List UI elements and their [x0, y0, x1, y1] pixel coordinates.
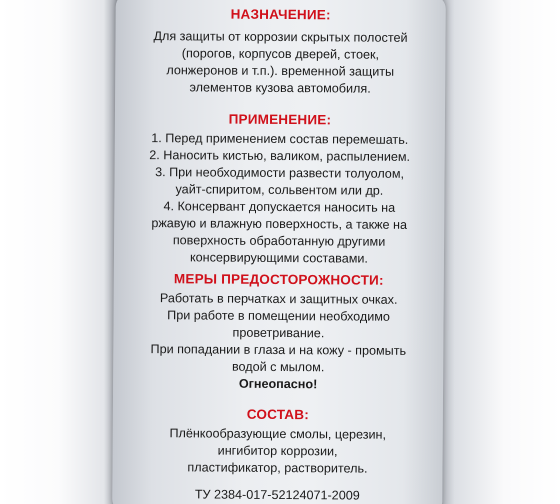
application-line: поверхность обработанную другими	[172, 233, 386, 249]
background-left	[0, 0, 118, 504]
application-heading: ПРИМЕНЕНИЕ:	[228, 111, 332, 128]
purpose-heading: НАЗНАЧЕНИЕ:	[230, 6, 331, 23]
composition-line: пластификатор, растворитель.	[187, 460, 368, 476]
application-line: консервирующими составами.	[189, 250, 368, 266]
composition-line: Плёнкообразующие смолы, церезин,	[169, 426, 387, 442]
purpose-line: Для защиты от коррозии скрытых полостей	[153, 29, 408, 45]
background-right	[436, 0, 560, 504]
application-line: уайт-спиритом, сольвентом или др.	[175, 182, 384, 198]
tu-code: ТУ 2384-017-52124071-2009	[194, 487, 360, 503]
precautions-heading: МЕРЫ ПРЕДОСТОРОЖНОСТИ:	[173, 271, 384, 288]
purpose-line: лонжеронов и т.п.). временной защиты	[166, 63, 395, 79]
precautions-line: Работать в перчатках и защитных очках.	[159, 291, 398, 307]
precautions-line: водой с мылом.	[231, 359, 325, 375]
product-label	[112, 0, 446, 504]
application-line: 3. При необходимости развести толуолом,	[155, 165, 405, 181]
flammable-warning: Огнеопасно!	[238, 376, 318, 392]
composition-line: ингибитор коррозии,	[217, 443, 338, 459]
precautions-line: При попадании в глаза и на кожу - промыть	[150, 342, 407, 358]
purpose-line: элементов кузова автомобиля.	[189, 80, 371, 96]
application-line: 1. Перед применением состав перемешать.	[151, 131, 409, 147]
purpose-line: (порогов, корпусов дверей, стоек,	[181, 46, 380, 62]
application-line: ржавую и влажную поверхность, а также на	[151, 216, 408, 232]
composition-heading: СОСТАВ:	[246, 406, 309, 423]
application-line: 2. Наносить кистью, валиком, распылением.	[149, 148, 411, 164]
precautions-line: проветривание.	[232, 325, 325, 341]
application-line: 4. Консервант допускается наносить на	[163, 199, 396, 215]
precautions-line: При работе в помещении необходимо	[167, 308, 391, 324]
